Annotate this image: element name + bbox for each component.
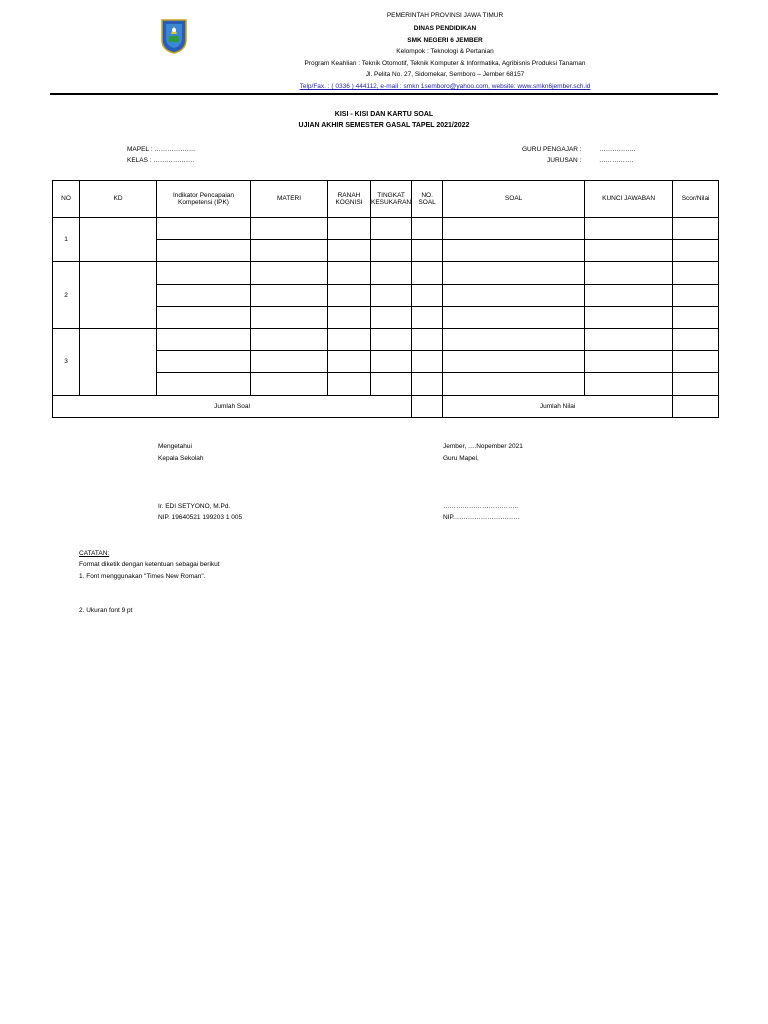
col-header-no: NO [53, 181, 80, 218]
notes-line2: 1. Font menggunakan "Times New Roman". [79, 573, 206, 580]
soal-cell[interactable] [443, 328, 585, 350]
tingkat-kesukaran-cell[interactable] [371, 373, 412, 395]
letterhead-group: Kelompok : Teknologi & Pertanian [396, 48, 494, 55]
principal-name: Ir. EDI SETYONO, M.Pd. [158, 503, 231, 510]
scor-nilai-cell[interactable] [673, 262, 719, 284]
table-row [53, 328, 719, 350]
row-number-cell: 2 [53, 262, 80, 329]
scor-nilai-cell[interactable] [673, 306, 719, 328]
letterhead-address: Jl. Pelita No. 27, Sidomekar, Semboro – Jember 68157 [365, 71, 525, 78]
no-soal-cell[interactable] [412, 240, 443, 262]
kelas-value: ………………. [153, 157, 195, 164]
kunci-jawaban-cell[interactable] [585, 351, 673, 373]
kunci-jawaban-cell[interactable] [585, 373, 673, 395]
table-body [53, 218, 719, 396]
signature-left-line2: Kepala Sekolah [158, 455, 204, 462]
soal-cell[interactable] [443, 284, 585, 306]
table-row [53, 218, 719, 240]
kunci-jawaban-cell[interactable] [585, 328, 673, 350]
tingkat-kesukaran-cell[interactable] [371, 262, 412, 284]
kelas-label: KELAS : [127, 157, 152, 164]
principal-nip: NIP. 19640521 199203 1 005 [158, 514, 243, 521]
mapel-value: ………………. [154, 146, 196, 153]
mapel-label: MAPEL : [127, 146, 153, 153]
materi-cell[interactable] [251, 306, 328, 328]
ranah-kognisi-cell[interactable] [328, 240, 371, 262]
ranah-kognisi-cell[interactable] [328, 262, 371, 284]
col-header-tingkat-kesukaran: TINGKAT KESUKARAN [371, 181, 412, 218]
tingkat-kesukaran-cell[interactable] [371, 306, 412, 328]
scor-nilai-cell[interactable] [673, 373, 719, 395]
document-title: KISI - KISI DAN KARTU SOAL [334, 111, 434, 118]
ipk-cell[interactable] [157, 218, 251, 240]
materi-cell[interactable] [251, 328, 328, 350]
signature-right-line1: Jember, ….Nopember 2021 [443, 443, 523, 450]
ranah-kognisi-cell[interactable] [328, 328, 371, 350]
materi-cell[interactable] [251, 262, 328, 284]
no-soal-cell[interactable] [412, 262, 443, 284]
ranah-kognisi-cell[interactable] [328, 373, 371, 395]
notes-line1: Format diketik dengan ketentuan sebagai berikut [79, 561, 220, 568]
kunci-jawaban-cell[interactable] [585, 240, 673, 262]
materi-cell[interactable] [251, 218, 328, 240]
letterhead-programs: Program Keahlian : Teknik Otomotif, Teknik Komputer & Informatika, Agribisnis Produksi Tanaman [304, 60, 586, 67]
soal-cell[interactable] [443, 306, 585, 328]
materi-cell[interactable] [251, 351, 328, 373]
col-header-kunci-jawaban: KUNCI JAWABAN [585, 181, 673, 218]
tingkat-kesukaran-cell[interactable] [371, 240, 412, 262]
materi-cell[interactable] [251, 240, 328, 262]
letterhead-contact-link[interactable]: Telp/Fax. : ( 0336 ) 444112, e-mail : smkn 1semboro@yahoo.com, website: www.smkn6jember.sch.id [299, 83, 591, 90]
ranah-kognisi-cell[interactable] [328, 351, 371, 373]
table-footer-row [53, 395, 719, 417]
col-header-soal: SOAL [443, 181, 585, 218]
document-subtitle: UJIAN AKHIR SEMESTER GASAL TAPEL 2021/2022 [298, 122, 470, 129]
table-row [53, 262, 719, 284]
tingkat-kesukaran-cell[interactable] [371, 328, 412, 350]
kisi-kisi-table [52, 180, 719, 418]
jurusan-value: ……………. [598, 157, 634, 164]
materi-cell[interactable] [251, 373, 328, 395]
col-header-kd: KD [80, 181, 157, 218]
mapel-field [127, 145, 195, 154]
notes-heading: CATATAN: [79, 550, 110, 557]
letterhead-divider [50, 93, 718, 95]
ipk-cell[interactable] [157, 351, 251, 373]
letterhead-agency: DINAS PENDIDIKAN [413, 25, 477, 32]
tingkat-kesukaran-cell[interactable] [371, 351, 412, 373]
ipk-cell[interactable] [157, 373, 251, 395]
ipk-cell[interactable] [157, 284, 251, 306]
guru-label: GURU PENGAJAR : [522, 146, 582, 153]
scor-nilai-cell[interactable] [673, 240, 719, 262]
kd-cell[interactable] [80, 328, 157, 395]
teacher-name: …………………………….. [443, 503, 519, 510]
ipk-cell[interactable] [157, 328, 251, 350]
row-number-cell: 1 [53, 218, 80, 262]
materi-cell[interactable] [251, 284, 328, 306]
table-header-row [53, 181, 719, 218]
soal-cell[interactable] [443, 218, 585, 240]
col-header-ranah-kognisi: RANAH KOGNISI [328, 181, 371, 218]
tingkat-kesukaran-cell[interactable] [371, 218, 412, 240]
col-header-materi: MATERI [251, 181, 328, 218]
guru-field [522, 145, 635, 154]
no-soal-cell[interactable] [412, 306, 443, 328]
teacher-nip: NIP.………………………… [443, 514, 520, 521]
col-header-ipk: Indikator Pencapaian Kompetensi (IPK) [157, 181, 251, 218]
ranah-kognisi-cell[interactable] [328, 284, 371, 306]
ranah-kognisi-cell[interactable] [328, 306, 371, 328]
no-soal-cell[interactable] [412, 373, 443, 395]
kd-cell[interactable] [80, 218, 157, 262]
kunci-jawaban-cell[interactable] [585, 218, 673, 240]
col-header-no-soal: NO. SOAL [412, 181, 443, 218]
letterhead-government: PEMERINTAH PROVINSI JAWA TIMUR [386, 12, 504, 19]
signature-left-line1: Mengetahui [158, 443, 192, 450]
ipk-cell[interactable] [157, 240, 251, 262]
signature-right-line2: Guru Mapel, [443, 455, 479, 462]
no-soal-cell[interactable] [412, 284, 443, 306]
no-soal-cell[interactable] [412, 351, 443, 373]
soal-cell[interactable] [443, 262, 585, 284]
jumlah-nilai-label: Jumlah Nilai [443, 395, 673, 417]
jumlah-soal-cell[interactable] [412, 395, 443, 417]
soal-cell[interactable] [443, 240, 585, 262]
ranah-kognisi-cell[interactable] [328, 218, 371, 240]
scor-nilai-cell[interactable] [673, 284, 719, 306]
soal-cell[interactable] [443, 373, 585, 395]
kd-cell[interactable] [80, 262, 157, 329]
notes-line3: 2. Ukuran font 9 pt [79, 607, 133, 614]
no-soal-cell[interactable] [412, 328, 443, 350]
kunci-jawaban-cell[interactable] [585, 306, 673, 328]
scor-nilai-cell[interactable] [673, 328, 719, 350]
ipk-cell[interactable] [157, 262, 251, 284]
soal-cell[interactable] [443, 351, 585, 373]
scor-nilai-cell[interactable] [673, 351, 719, 373]
kunci-jawaban-cell[interactable] [585, 284, 673, 306]
kunci-jawaban-cell[interactable] [585, 262, 673, 284]
kelas-field [127, 156, 194, 165]
jurusan-field [547, 156, 633, 165]
ipk-cell[interactable] [157, 306, 251, 328]
jumlah-nilai-cell[interactable] [673, 395, 719, 417]
row-number-cell: 3 [53, 328, 80, 395]
letterhead-school: SMK NEGERI 6 JEMBER [407, 37, 483, 44]
no-soal-cell[interactable] [412, 218, 443, 240]
scor-nilai-cell[interactable] [673, 218, 719, 240]
jurusan-label: JURUSAN : [547, 157, 582, 164]
guru-value: …………….. [599, 146, 636, 153]
jumlah-soal-label: Jumlah Soal [53, 395, 412, 417]
tingkat-kesukaran-cell[interactable] [371, 284, 412, 306]
col-header-scor-nilai: Scor/Nilai [673, 181, 719, 218]
